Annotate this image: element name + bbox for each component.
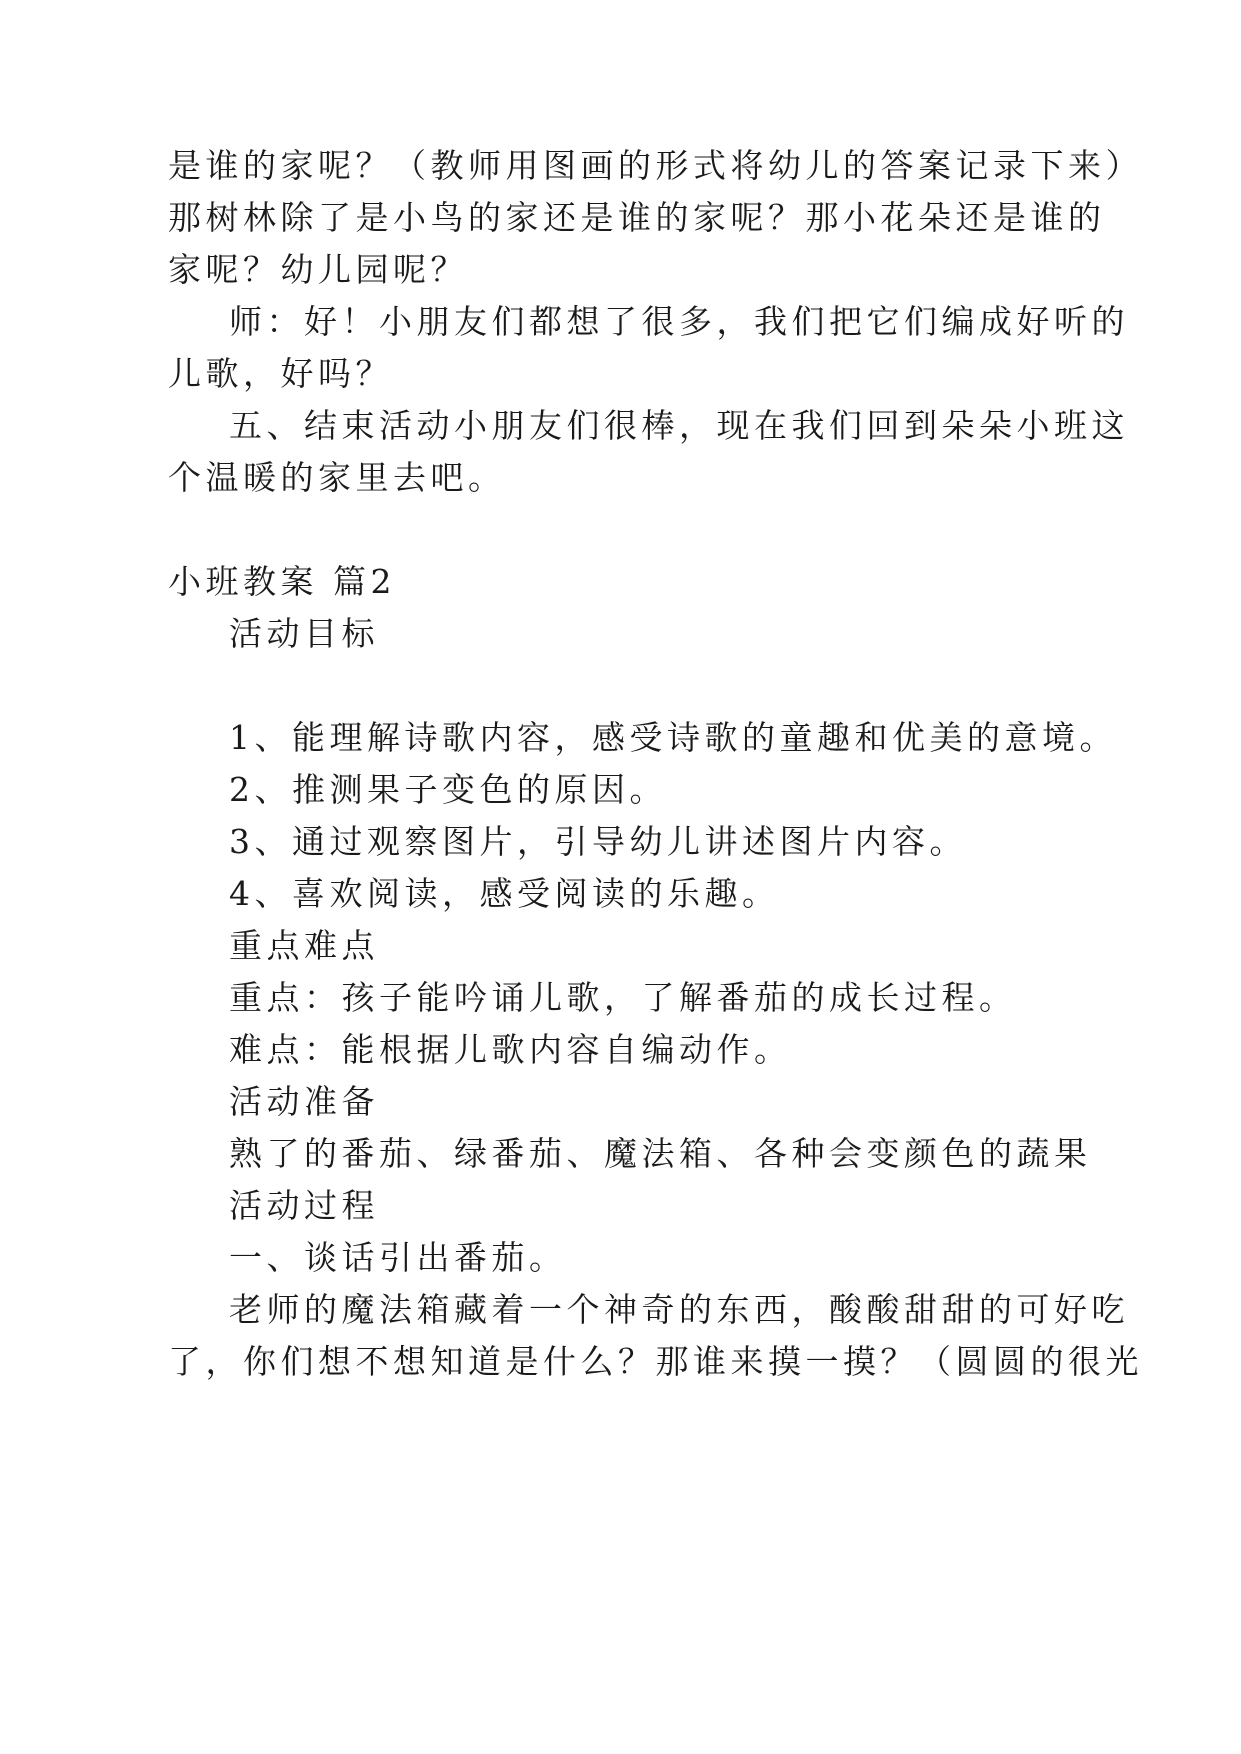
body-text-line: 师：好！小朋友们都想了很多，我们把它们编成好听的 [229, 302, 1129, 341]
body-text-line: 熟了的番茄、绿番茄、魔法箱、各种会变颜色的蔬果 [229, 1134, 1092, 1173]
body-text-line: 个温暖的家里去吧。 [168, 458, 506, 497]
body-text-line: 一、谈话引出番茄。 [229, 1238, 567, 1277]
body-text-line: 了，你们想不想知道是什么？那谁来摸一摸？（圆圆的很光 [168, 1342, 1143, 1381]
body-text-line: 老师的魔法箱藏着一个神奇的东西，酸酸甜甜的可好吃 [229, 1290, 1129, 1329]
body-text-line: 难点：能根据儿歌内容自编动作。 [229, 1030, 792, 1069]
list-item: 3、通过观察图片，引导幼儿讲述图片内容。 [229, 822, 967, 861]
body-text-line: 家呢？幼儿园呢？ [168, 250, 468, 289]
body-text-line: 那树林除了是小鸟的家还是谁的家呢？那小花朵还是谁的 [168, 198, 1106, 237]
section-heading: 小班教案 篇2 [168, 562, 396, 601]
body-text-line: 五、结束活动小朋友们很棒，现在我们回到朵朵小班这 [229, 406, 1129, 445]
list-item: 1、能理解诗歌内容，感受诗歌的童趣和优美的意境。 [229, 718, 1117, 757]
list-item: 4、喜欢阅读，感受阅读的乐趣。 [229, 874, 780, 913]
subsection-heading: 活动准备 [229, 1082, 379, 1121]
subsection-heading: 活动过程 [229, 1186, 379, 1225]
body-text-line: 儿歌，好吗？ [168, 354, 393, 393]
list-item: 2、推测果子变色的原因。 [229, 770, 667, 809]
body-text-line: 是谁的家呢？（教师用图画的形式将幼儿的答案记录下来） [168, 146, 1143, 185]
subsection-heading: 重点难点 [229, 926, 379, 965]
body-text-line: 重点：孩子能吟诵儿歌，了解番茄的成长过程。 [229, 978, 1017, 1017]
subsection-heading: 活动目标 [229, 614, 379, 653]
